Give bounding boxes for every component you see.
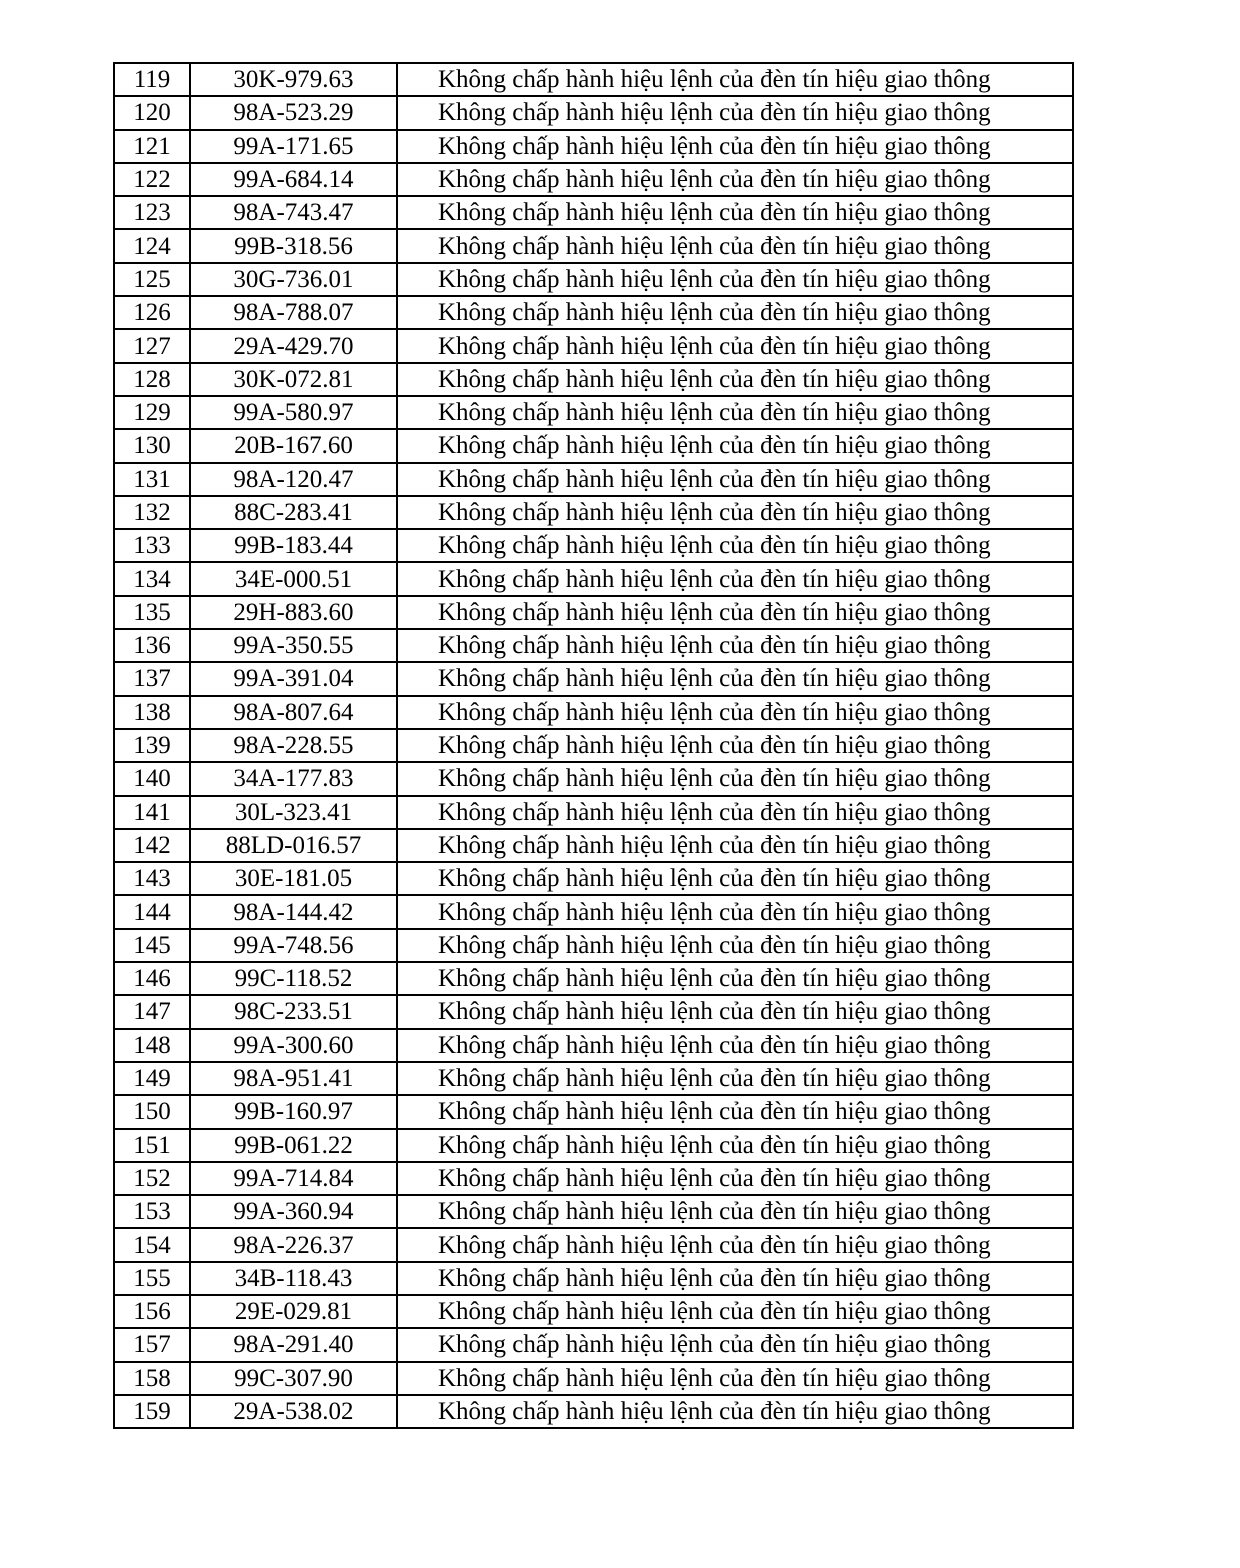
row-number-cell: 120 — [114, 96, 190, 129]
violation-cell: Không chấp hành hiệu lệnh của đèn tín hiệu giao thông — [397, 1195, 1073, 1228]
row-number-cell: 122 — [114, 163, 190, 196]
row-number-cell: 132 — [114, 496, 190, 529]
license-plate-cell: 99A-171.65 — [190, 130, 397, 163]
license-plate-cell: 99A-350.55 — [190, 629, 397, 662]
violation-cell: Không chấp hành hiệu lệnh của đèn tín hiệu giao thông — [397, 229, 1073, 262]
table-row — [114, 662, 1073, 695]
license-plate-cell: 99A-360.94 — [190, 1195, 397, 1228]
license-plate-cell: 34A-177.83 — [190, 762, 397, 795]
table-row — [114, 1228, 1073, 1261]
row-number-cell: 156 — [114, 1295, 190, 1328]
license-plate-cell: 98A-226.37 — [190, 1228, 397, 1261]
violation-cell: Không chấp hành hiệu lệnh của đèn tín hiệu giao thông — [397, 529, 1073, 562]
license-plate-cell: 30K-072.81 — [190, 363, 397, 396]
license-plate-cell: 99A-714.84 — [190, 1162, 397, 1195]
row-number-cell: 121 — [114, 130, 190, 163]
violation-cell: Không chấp hành hiệu lệnh của đèn tín hiệu giao thông — [397, 1362, 1073, 1395]
violation-cell: Không chấp hành hiệu lệnh của đèn tín hiệu giao thông — [397, 762, 1073, 795]
violations-table-body — [114, 63, 1073, 1428]
license-plate-cell: 99B-183.44 — [190, 529, 397, 562]
row-number-cell: 144 — [114, 895, 190, 928]
license-plate-cell: 88C-283.41 — [190, 496, 397, 529]
license-plate-cell: 29H-883.60 — [190, 596, 397, 629]
row-number-cell: 123 — [114, 196, 190, 229]
table-row — [114, 296, 1073, 329]
license-plate-cell: 34E-000.51 — [190, 562, 397, 595]
row-number-cell: 136 — [114, 629, 190, 662]
table-row — [114, 363, 1073, 396]
row-number-cell: 154 — [114, 1228, 190, 1261]
row-number-cell: 135 — [114, 596, 190, 629]
table-row — [114, 96, 1073, 129]
table-row — [114, 829, 1073, 862]
table-row — [114, 229, 1073, 262]
table-row — [114, 1195, 1073, 1228]
violation-cell: Không chấp hành hiệu lệnh của đèn tín hiệu giao thông — [397, 562, 1073, 595]
row-number-cell: 139 — [114, 729, 190, 762]
license-plate-cell: 99A-684.14 — [190, 163, 397, 196]
row-number-cell: 124 — [114, 229, 190, 262]
table-row — [114, 163, 1073, 196]
row-number-cell: 158 — [114, 1362, 190, 1395]
row-number-cell: 153 — [114, 1195, 190, 1228]
table-row — [114, 263, 1073, 296]
row-number-cell: 155 — [114, 1262, 190, 1295]
license-plate-cell: 99A-300.60 — [190, 1029, 397, 1062]
violation-cell: Không chấp hành hiệu lệnh của đèn tín hiệu giao thông — [397, 463, 1073, 496]
license-plate-cell: 20B-167.60 — [190, 429, 397, 462]
row-number-cell: 146 — [114, 962, 190, 995]
license-plate-cell: 29A-429.70 — [190, 329, 397, 362]
violation-cell: Không chấp hành hiệu lệnh của đèn tín hiệu giao thông — [397, 1062, 1073, 1095]
violation-cell: Không chấp hành hiệu lệnh của đèn tín hiệu giao thông — [397, 662, 1073, 695]
license-plate-cell: 98C-233.51 — [190, 995, 397, 1028]
license-plate-cell: 98A-291.40 — [190, 1328, 397, 1361]
row-number-cell: 134 — [114, 562, 190, 595]
table-row — [114, 696, 1073, 729]
violation-cell: Không chấp hành hiệu lệnh của đèn tín hiệu giao thông — [397, 729, 1073, 762]
table-row — [114, 562, 1073, 595]
violation-cell: Không chấp hành hiệu lệnh của đèn tín hiệu giao thông — [397, 1328, 1073, 1361]
table-row — [114, 1029, 1073, 1062]
license-plate-cell: 29E-029.81 — [190, 1295, 397, 1328]
row-number-cell: 145 — [114, 929, 190, 962]
violation-cell: Không chấp hành hiệu lệnh của đèn tín hiệu giao thông — [397, 995, 1073, 1028]
license-plate-cell: 98A-788.07 — [190, 296, 397, 329]
row-number-cell: 150 — [114, 1095, 190, 1128]
license-plate-cell: 30K-979.63 — [190, 63, 397, 96]
table-row — [114, 63, 1073, 96]
license-plate-cell: 99B-160.97 — [190, 1095, 397, 1128]
table-row — [114, 1162, 1073, 1195]
violations-table — [113, 62, 1074, 1429]
license-plate-cell: 30G-736.01 — [190, 263, 397, 296]
row-number-cell: 148 — [114, 1029, 190, 1062]
table-row — [114, 862, 1073, 895]
table-row — [114, 529, 1073, 562]
table-row — [114, 329, 1073, 362]
license-plate-cell: 98A-951.41 — [190, 1062, 397, 1095]
row-number-cell: 127 — [114, 329, 190, 362]
row-number-cell: 137 — [114, 662, 190, 695]
violation-cell: Không chấp hành hiệu lệnh của đèn tín hiệu giao thông — [397, 1395, 1073, 1428]
license-plate-cell: 98A-144.42 — [190, 895, 397, 928]
row-number-cell: 149 — [114, 1062, 190, 1095]
table-row — [114, 762, 1073, 795]
license-plate-cell: 99B-318.56 — [190, 229, 397, 262]
row-number-cell: 152 — [114, 1162, 190, 1195]
table-row — [114, 929, 1073, 962]
license-plate-cell: 34B-118.43 — [190, 1262, 397, 1295]
table-row — [114, 496, 1073, 529]
violation-cell: Không chấp hành hiệu lệnh của đèn tín hiệu giao thông — [397, 862, 1073, 895]
row-number-cell: 159 — [114, 1395, 190, 1428]
table-row — [114, 596, 1073, 629]
violation-cell: Không chấp hành hiệu lệnh của đèn tín hiệu giao thông — [397, 363, 1073, 396]
row-number-cell: 133 — [114, 529, 190, 562]
license-plate-cell: 30L-323.41 — [190, 796, 397, 829]
row-number-cell: 157 — [114, 1328, 190, 1361]
violation-cell: Không chấp hành hiệu lệnh của đèn tín hiệu giao thông — [397, 629, 1073, 662]
row-number-cell: 140 — [114, 762, 190, 795]
row-number-cell: 131 — [114, 463, 190, 496]
license-plate-cell: 99A-580.97 — [190, 396, 397, 429]
violation-cell: Không chấp hành hiệu lệnh của đèn tín hiệu giao thông — [397, 696, 1073, 729]
violation-cell: Không chấp hành hiệu lệnh của đèn tín hiệu giao thông — [397, 962, 1073, 995]
violation-cell: Không chấp hành hiệu lệnh của đèn tín hiệu giao thông — [397, 496, 1073, 529]
violation-cell: Không chấp hành hiệu lệnh của đèn tín hiệu giao thông — [397, 1228, 1073, 1261]
table-row — [114, 1062, 1073, 1095]
violation-cell: Không chấp hành hiệu lệnh của đèn tín hiệu giao thông — [397, 96, 1073, 129]
license-plate-cell: 98A-120.47 — [190, 463, 397, 496]
violation-cell: Không chấp hành hiệu lệnh của đèn tín hiệu giao thông — [397, 263, 1073, 296]
row-number-cell: 151 — [114, 1129, 190, 1162]
license-plate-cell: 98A-228.55 — [190, 729, 397, 762]
violation-cell: Không chấp hành hiệu lệnh của đèn tín hiệu giao thông — [397, 796, 1073, 829]
license-plate-cell: 99A-748.56 — [190, 929, 397, 962]
license-plate-cell: 99A-391.04 — [190, 662, 397, 695]
violation-cell: Không chấp hành hiệu lệnh của đèn tín hiệu giao thông — [397, 329, 1073, 362]
violation-cell: Không chấp hành hiệu lệnh của đèn tín hiệu giao thông — [397, 396, 1073, 429]
violation-cell: Không chấp hành hiệu lệnh của đèn tín hiệu giao thông — [397, 829, 1073, 862]
violation-cell: Không chấp hành hiệu lệnh của đèn tín hiệu giao thông — [397, 163, 1073, 196]
violation-cell: Không chấp hành hiệu lệnh của đèn tín hiệu giao thông — [397, 1129, 1073, 1162]
row-number-cell: 141 — [114, 796, 190, 829]
table-row — [114, 1395, 1073, 1428]
table-row — [114, 396, 1073, 429]
row-number-cell: 130 — [114, 429, 190, 462]
license-plate-cell: 29A-538.02 — [190, 1395, 397, 1428]
table-row — [114, 1328, 1073, 1361]
row-number-cell: 126 — [114, 296, 190, 329]
violation-cell: Không chấp hành hiệu lệnh của đèn tín hiệu giao thông — [397, 429, 1073, 462]
table-row — [114, 729, 1073, 762]
table-row — [114, 796, 1073, 829]
license-plate-cell: 98A-807.64 — [190, 696, 397, 729]
violation-cell: Không chấp hành hiệu lệnh của đèn tín hiệu giao thông — [397, 1295, 1073, 1328]
table-row — [114, 1095, 1073, 1128]
table-row — [114, 1129, 1073, 1162]
table-row — [114, 1262, 1073, 1295]
violation-cell: Không chấp hành hiệu lệnh của đèn tín hiệu giao thông — [397, 596, 1073, 629]
violation-cell: Không chấp hành hiệu lệnh của đèn tín hiệu giao thông — [397, 296, 1073, 329]
violation-cell: Không chấp hành hiệu lệnh của đèn tín hiệu giao thông — [397, 895, 1073, 928]
violation-cell: Không chấp hành hiệu lệnh của đèn tín hiệu giao thông — [397, 1095, 1073, 1128]
violation-cell: Không chấp hành hiệu lệnh của đèn tín hiệu giao thông — [397, 196, 1073, 229]
license-plate-cell: 99C-307.90 — [190, 1362, 397, 1395]
table-row — [114, 962, 1073, 995]
table-row — [114, 429, 1073, 462]
row-number-cell: 147 — [114, 995, 190, 1028]
violation-cell: Không chấp hành hiệu lệnh của đèn tín hiệu giao thông — [397, 130, 1073, 163]
license-plate-cell: 99C-118.52 — [190, 962, 397, 995]
violation-cell: Không chấp hành hiệu lệnh của đèn tín hiệu giao thông — [397, 1029, 1073, 1062]
license-plate-cell: 99B-061.22 — [190, 1129, 397, 1162]
table-row — [114, 995, 1073, 1028]
violation-cell: Không chấp hành hiệu lệnh của đèn tín hiệu giao thông — [397, 929, 1073, 962]
violation-cell: Không chấp hành hiệu lệnh của đèn tín hiệu giao thông — [397, 1162, 1073, 1195]
row-number-cell: 128 — [114, 363, 190, 396]
license-plate-cell: 98A-743.47 — [190, 196, 397, 229]
table-row — [114, 1362, 1073, 1395]
table-row — [114, 463, 1073, 496]
row-number-cell: 119 — [114, 63, 190, 96]
row-number-cell: 142 — [114, 829, 190, 862]
license-plate-cell: 30E-181.05 — [190, 862, 397, 895]
table-row — [114, 629, 1073, 662]
table-row — [114, 895, 1073, 928]
license-plate-cell: 88LD-016.57 — [190, 829, 397, 862]
row-number-cell: 138 — [114, 696, 190, 729]
table-row — [114, 1295, 1073, 1328]
violation-cell: Không chấp hành hiệu lệnh của đèn tín hiệu giao thông — [397, 1262, 1073, 1295]
violation-cell: Không chấp hành hiệu lệnh của đèn tín hiệu giao thông — [397, 63, 1073, 96]
license-plate-cell: 98A-523.29 — [190, 96, 397, 129]
row-number-cell: 129 — [114, 396, 190, 429]
table-row — [114, 130, 1073, 163]
row-number-cell: 125 — [114, 263, 190, 296]
row-number-cell: 143 — [114, 862, 190, 895]
table-row — [114, 196, 1073, 229]
